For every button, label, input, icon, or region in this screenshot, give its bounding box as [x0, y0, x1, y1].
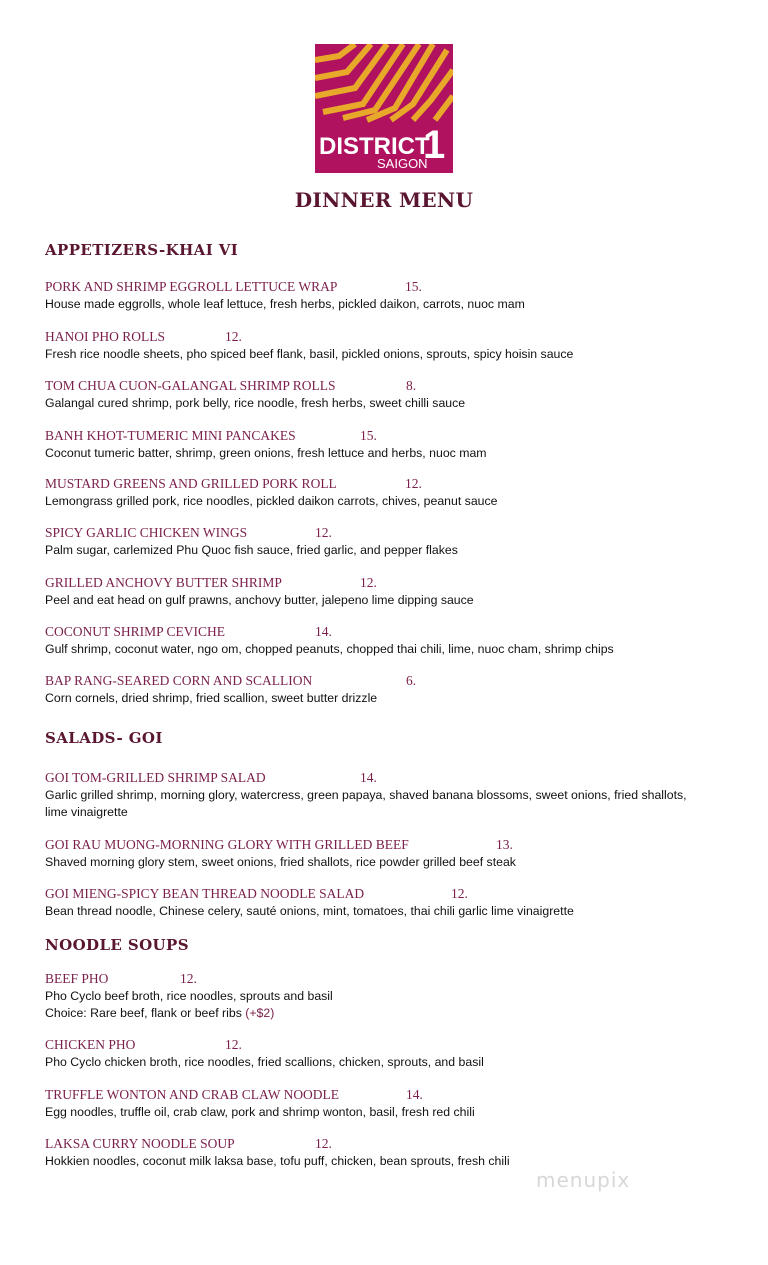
item-price: 14. — [360, 770, 377, 785]
item-description: Shaved morning glory stem, sweet onions, fried shallots, rice powder grilled beef steak — [45, 855, 516, 869]
item-price: 12. — [360, 575, 377, 590]
section-heading-salads: SALADS- GOI — [45, 729, 163, 747]
item-name: HANOI PHO ROLLS — [45, 329, 166, 344]
item-name: PORK AND SHRIMP EGGROLL LETTUCE WRAP — [45, 279, 338, 294]
district1-logo — [315, 44, 453, 173]
menu-item — [45, 1037, 745, 1071]
item-description: Gulf shrimp, coconut water, ngo om, chopped peanuts, chopped thai chili, lime, nuoc cham, shrimp chips — [45, 642, 614, 656]
menu-item — [45, 1087, 745, 1121]
menu-item — [45, 673, 745, 707]
logo-saigon-text: SAIGON — [377, 156, 428, 171]
item-price: 6. — [406, 673, 417, 688]
item-description: Peel and eat head on gulf prawns, anchovy butter, jalepeno lime dipping sauce — [45, 593, 474, 607]
item-price: 12. — [180, 971, 197, 986]
item-price: 12. — [225, 1037, 242, 1052]
choice-surcharge: (+$2) — [245, 1005, 275, 1020]
item-name: TOM CHUA CUON-GALANGAL SHRIMP ROLLS — [45, 378, 336, 393]
item-description: Bean thread noodle, Chinese celery, sauté onions, mint, tomatoes, thai chili garlic lime vinaigrette — [45, 904, 574, 918]
item-name: SPICY GARLIC CHICKEN WINGS — [45, 525, 248, 540]
item-name: CHICKEN PHO — [45, 1037, 136, 1052]
item-price: 13. — [496, 837, 513, 852]
menupix-watermark: menupix — [536, 1168, 631, 1192]
item-description: House made eggrolls, whole leaf lettuce, fresh herbs, pickled daikon, carrots, nuoc mam — [45, 297, 525, 311]
choice-text: Choice: Rare beef, flank or beef ribs — [45, 1005, 242, 1020]
item-price: 12. — [225, 329, 242, 344]
item-price: 14. — [406, 1087, 423, 1102]
logo-graphic — [315, 44, 453, 173]
menu-item — [45, 886, 745, 920]
menu-item — [45, 378, 745, 412]
logo-district-text: DISTRICT — [319, 133, 430, 160]
item-name: LAKSA CURRY NOODLE SOUP — [45, 1136, 235, 1151]
menu-item — [45, 329, 745, 363]
item-choice — [45, 1005, 745, 1022]
item-description: Galangal cured shrimp, pork belly, rice noodle, fresh herbs, sweet chilli sauce — [45, 396, 466, 410]
logo-numeral-text: 1 — [423, 123, 446, 167]
item-name: GOI RAU MUONG-MORNING GLORY WITH GRILLED BEEF — [45, 837, 409, 852]
menu-item — [45, 837, 745, 871]
item-price: 12. — [315, 1136, 332, 1151]
item-description: Hokkien noodles, coconut milk laksa base, tofu puff, chicken, bean sprouts, fresh chili — [45, 1154, 510, 1168]
menu-item — [45, 476, 745, 510]
item-price: 14. — [315, 624, 332, 639]
item-description: Corn cornels, dried shrimp, fried scallion, sweet butter drizzle — [45, 691, 378, 705]
item-price: 12. — [315, 525, 332, 540]
item-description: Pho Cyclo beef broth, rice noodles, sprouts and basil — [45, 989, 333, 1003]
menu-item — [45, 279, 745, 313]
menu-item — [45, 525, 745, 559]
menu-title: DINNER MENU — [294, 188, 474, 212]
item-name: BAP RANG-SEARED CORN AND SCALLION — [45, 673, 313, 688]
item-price: 12. — [451, 886, 468, 901]
menu-item — [45, 575, 745, 609]
item-description: Coconut tumeric batter, shrimp, green onions, fresh lettuce and herbs, nuoc mam — [45, 446, 487, 460]
menu-item — [45, 971, 745, 1021]
item-description: Egg noodles, truffle oil, crab claw, pork and shrimp wonton, basil, fresh red chili — [45, 1105, 475, 1119]
item-name: TRUFFLE WONTON AND CRAB CLAW NOODLE — [45, 1087, 340, 1102]
section-heading-noodle-soups: NOODLE SOUPS — [45, 936, 189, 954]
item-name: GOI TOM-GRILLED SHRIMP SALAD — [45, 770, 266, 785]
item-name: BANH KHOT-TUMERIC MINI PANCAKES — [45, 428, 296, 443]
menu-item — [45, 624, 745, 658]
item-description: Palm sugar, carlemized Phu Quoc fish sauce, fried garlic, and pepper flakes — [45, 543, 458, 557]
item-price: 8. — [406, 378, 417, 393]
item-description: Lemongrass grilled pork, rice noodles, pickled daikon carrots, chives, peanut sauce — [45, 494, 498, 508]
item-price: 12. — [405, 476, 422, 491]
item-price: 15. — [405, 279, 422, 294]
item-name: BEEF PHO — [45, 971, 109, 986]
menu-item — [45, 1136, 745, 1170]
item-description: Garlic grilled shrimp, morning glory, watercress, green papaya, shaved banana blossoms, sweet onions, fried shallots, lime vinaigrette — [45, 788, 687, 819]
section-heading-appetizers: APPETIZERS-KHAI VI — [45, 241, 239, 259]
menu-item — [45, 428, 745, 462]
item-name: GRILLED ANCHOVY BUTTER SHRIMP — [45, 575, 282, 590]
item-description: Fresh rice noodle sheets, pho spiced beef flank, basil, pickled onions, sprouts, spicy hoisin sauce — [45, 347, 574, 361]
item-name: GOI MIENG-SPICY BEAN THREAD NOODLE SALAD — [45, 886, 365, 901]
item-description: Pho Cyclo chicken broth, rice noodles, fried scallions, chicken, sprouts, and basil — [45, 1055, 484, 1069]
menu-item — [45, 770, 745, 820]
item-name: COCONUT SHRIMP CEVICHE — [45, 624, 226, 639]
item-name: MUSTARD GREENS AND GRILLED PORK ROLL — [45, 476, 337, 491]
item-price: 15. — [360, 428, 377, 443]
